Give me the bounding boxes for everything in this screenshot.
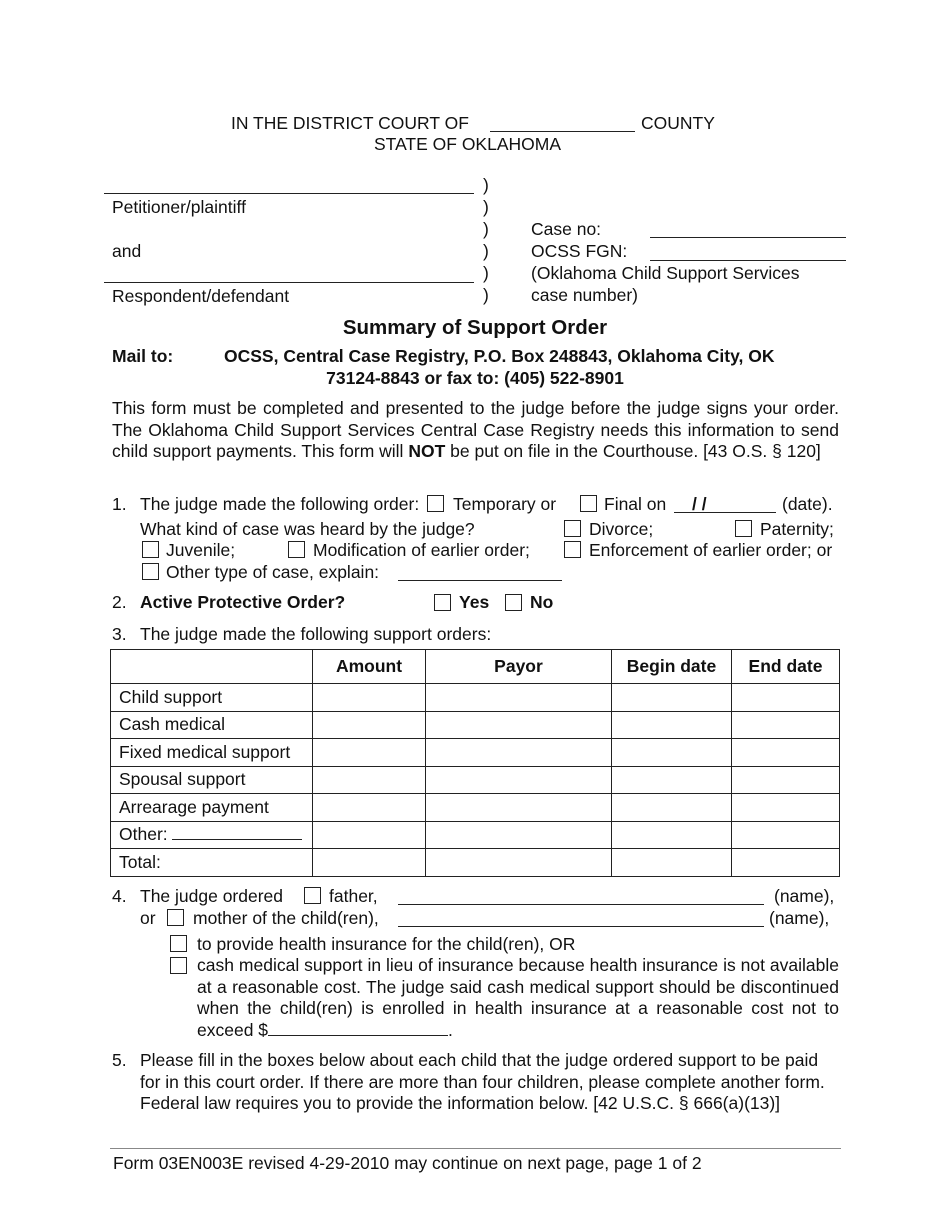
divorce-checkbox[interactable]: [564, 520, 581, 537]
case-no-label: Case no:: [531, 219, 602, 239]
or-label: or: [140, 908, 156, 928]
item5-number: 5.: [112, 1050, 127, 1070]
caption-paren: ): [483, 263, 489, 283]
row-label-other: [111, 821, 313, 849]
item3-number: 3.: [112, 624, 127, 644]
caption-paren: ): [483, 285, 489, 305]
intro-paragraph: [112, 398, 839, 463]
cash-medical-period: .: [448, 1019, 453, 1040]
cash-medical-label: cash medical support in lieu of insurance because health insurance is not available at a reasonable cost. The judge said cash medical support should be discontinued when the child(ren) is enrolled in health insurance at a reasonable cost not to exceed $: [197, 955, 839, 1040]
table-row: [111, 794, 840, 822]
date-slashes: / /: [692, 494, 707, 514]
intro-emphasis: NOT: [408, 441, 446, 461]
caption-paren: ): [483, 197, 489, 217]
table-row: [111, 684, 840, 712]
and-label: and: [112, 241, 142, 261]
begin-date-cell[interactable]: [612, 711, 732, 739]
item5-text: Please fill in the boxes below about each child that the judge ordered support to be paid for in this court order. If there are more than four children, please complete another form. Federal law requires you to provide the information below. [42 U.S.C. § 666(a)(13)]: [140, 1050, 825, 1113]
protective-yes-label: Yes: [459, 592, 490, 612]
final-checkbox[interactable]: [580, 495, 597, 512]
row-label: Total:: [111, 849, 313, 877]
enforcement-checkbox[interactable]: [564, 541, 581, 558]
petitioner-label: Petitioner/plaintiff: [112, 197, 246, 217]
support-orders-table: [110, 649, 840, 877]
row-label: Cash medical: [111, 711, 313, 739]
begin-date-cell[interactable]: [612, 766, 732, 794]
protective-order-label: Active Protective Order?: [140, 592, 346, 612]
intro-text-end: be put on file in the Courthouse. [43 O.S. § 120]: [445, 441, 821, 461]
item1-order-prefix: The judge made the following order:: [140, 494, 420, 514]
page-title: Summary of Support Order: [342, 316, 608, 339]
final-date-field[interactable]: [674, 512, 776, 513]
item4-number: 4.: [112, 886, 127, 906]
protective-no-label: No: [530, 592, 554, 612]
column-header-end-date: End date: [732, 650, 840, 684]
end-date-cell[interactable]: [732, 794, 840, 822]
caption-paren: ): [483, 219, 489, 239]
mail-address-line2: 73124-8843 or fax to: (405) 522-8901: [326, 368, 624, 388]
ordered-prefix: The judge ordered: [140, 886, 284, 906]
ocss-fgn-field[interactable]: [650, 260, 846, 261]
other-support-field[interactable]: [172, 825, 302, 840]
begin-date-cell[interactable]: [612, 794, 732, 822]
amount-cell[interactable]: [313, 739, 426, 767]
payor-cell[interactable]: [426, 794, 612, 822]
respondent-name-field[interactable]: [104, 282, 474, 283]
other-label: Other:: [119, 824, 168, 845]
amount-cell[interactable]: [313, 794, 426, 822]
modification-checkbox[interactable]: [288, 541, 305, 558]
column-header-payor: Payor: [426, 650, 612, 684]
other-case-field[interactable]: [398, 580, 562, 581]
amount-cell[interactable]: [313, 849, 426, 877]
divorce-label: Divorce;: [589, 519, 654, 539]
protective-no-checkbox[interactable]: [505, 594, 522, 611]
item1-number: 1.: [112, 494, 127, 514]
column-header: [111, 650, 313, 684]
row-label: Spousal support: [111, 766, 313, 794]
juvenile-checkbox[interactable]: [142, 541, 159, 558]
caption-paren: ): [483, 175, 489, 195]
intro-text: This form must be completed and presented to the judge before the judge signs your order. The Oklahoma Child Support Services Central Case Registry needs this information to send child support payments. This form will: [112, 398, 839, 461]
begin-date-cell[interactable]: [612, 821, 732, 849]
begin-date-cell[interactable]: [612, 739, 732, 767]
name-suffix: (name),: [774, 886, 835, 906]
father-label: father,: [329, 886, 378, 906]
paternity-label: Paternity;: [760, 519, 834, 539]
mother-name-field[interactable]: [398, 926, 764, 927]
payor-cell[interactable]: [426, 684, 612, 712]
temporary-label: Temporary or: [453, 494, 557, 514]
case-no-field[interactable]: [650, 237, 846, 238]
table-row: [111, 849, 840, 877]
enforcement-label: Enforcement of earlier order; or: [589, 540, 833, 560]
table-row: [111, 711, 840, 739]
father-checkbox[interactable]: [304, 887, 321, 904]
begin-date-cell[interactable]: [612, 684, 732, 712]
cash-medical-limit-field[interactable]: [268, 1021, 448, 1036]
payor-cell[interactable]: [426, 849, 612, 877]
end-date-cell[interactable]: [732, 849, 840, 877]
respondent-label: Respondent/defendant: [112, 286, 290, 306]
end-date-cell[interactable]: [732, 684, 840, 712]
end-date-cell[interactable]: [732, 821, 840, 849]
support-orders-label: The judge made the following support orders:: [140, 624, 492, 644]
court-line-suffix: COUNTY: [641, 113, 715, 133]
court-line-prefix: IN THE DISTRICT COURT OF: [231, 113, 469, 133]
caption-paren: ): [483, 241, 489, 261]
row-label: Child support: [111, 684, 313, 712]
name-suffix: (name),: [769, 908, 830, 928]
paternity-checkbox[interactable]: [735, 520, 752, 537]
other-case-checkbox[interactable]: [142, 563, 159, 580]
modification-label: Modification of earlier order;: [313, 540, 530, 560]
column-header-begin-date: Begin date: [612, 650, 732, 684]
mail-address-line1: OCSS, Central Case Registry, P.O. Box 248843, Oklahoma City, OK: [224, 346, 775, 366]
payor-cell[interactable]: [426, 739, 612, 767]
payor-cell[interactable]: [426, 766, 612, 794]
row-label: Fixed medical support: [111, 739, 313, 767]
health-insurance-label: to provide health insurance for the child(ren), OR: [197, 934, 576, 954]
case-kind-question: What kind of case was heard by the judge?: [140, 519, 475, 539]
table-header-row: [111, 650, 840, 684]
temporary-checkbox[interactable]: [427, 495, 444, 512]
end-date-cell[interactable]: [732, 711, 840, 739]
ocss-note: case number): [531, 285, 638, 305]
amount-cell[interactable]: [313, 711, 426, 739]
other-case-label: Other type of case, explain:: [166, 562, 380, 582]
end-date-cell[interactable]: [732, 766, 840, 794]
protective-yes-checkbox[interactable]: [434, 594, 451, 611]
juvenile-label: Juvenile;: [166, 540, 236, 560]
amount-cell[interactable]: [313, 821, 426, 849]
item2-number: 2.: [112, 592, 127, 612]
table-row: [111, 766, 840, 794]
column-header-amount: Amount: [313, 650, 426, 684]
mail-to-label: Mail to:: [112, 346, 174, 366]
date-suffix: (date).: [782, 494, 833, 514]
mother-checkbox[interactable]: [167, 909, 184, 926]
health-insurance-checkbox[interactable]: [170, 935, 187, 952]
amount-cell[interactable]: [313, 684, 426, 712]
table-row: [111, 739, 840, 767]
cash-medical-checkbox[interactable]: [170, 957, 187, 974]
table-row: [111, 821, 840, 849]
payor-cell[interactable]: [426, 711, 612, 739]
state-line: STATE OF OKLAHOMA: [374, 134, 562, 154]
row-label: Arrearage payment: [111, 794, 313, 822]
payor-cell[interactable]: [426, 821, 612, 849]
petitioner-name-field[interactable]: [104, 193, 474, 194]
father-name-field[interactable]: [398, 904, 764, 905]
final-on-label: Final on: [604, 494, 667, 514]
county-field[interactable]: [490, 131, 635, 132]
amount-cell[interactable]: [313, 766, 426, 794]
cash-medical-text: [197, 955, 839, 1041]
ocss-note: (Oklahoma Child Support Services: [531, 263, 800, 283]
footer-divider: [110, 1148, 841, 1149]
mother-label: mother of the child(ren),: [193, 908, 379, 928]
end-date-cell[interactable]: [732, 739, 840, 767]
ocss-fgn-label: OCSS FGN:: [531, 241, 628, 261]
footer-text: Form 03EN003E revised 4-29-2010 may continue on next page, page 1 of 2: [113, 1153, 702, 1173]
begin-date-cell[interactable]: [612, 849, 732, 877]
